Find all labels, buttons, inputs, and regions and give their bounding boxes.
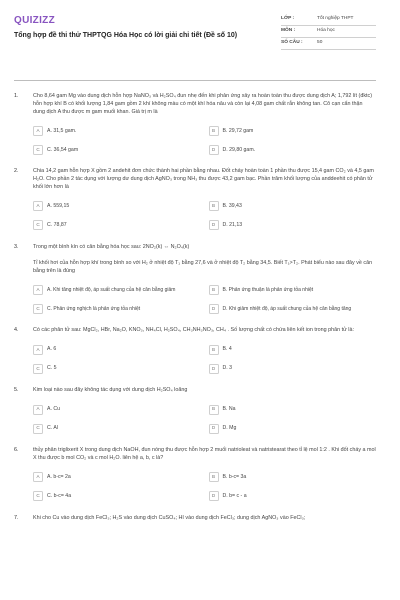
question-7 (14, 515, 376, 523)
option-letter-badge: D (209, 491, 219, 501)
meta-label: SỐ CÂU : (281, 40, 303, 46)
question-3 (14, 244, 376, 315)
option-letter-badge: A (33, 472, 43, 482)
meta-value: Hóa học (317, 28, 335, 34)
option-text: A. 6 (47, 346, 57, 353)
option-d[interactable] (209, 422, 377, 435)
option-b[interactable] (209, 343, 377, 356)
options-grid (33, 403, 376, 435)
option-a[interactable] (33, 283, 201, 296)
option-text: A. Cu (47, 406, 60, 413)
option-text: D. 29,80 gam. (222, 146, 256, 153)
option-letter-badge: C (33, 220, 43, 230)
option-letter-badge: A (33, 405, 43, 415)
option-letter-badge: B (209, 285, 219, 295)
meta-value: Tốt nghiệp THPT (317, 16, 354, 22)
option-text: B. b-c= 3a (222, 473, 247, 480)
option-text: C. 36,54 gam (47, 146, 79, 153)
option-a[interactable] (33, 471, 201, 484)
option-letter-badge: D (209, 145, 219, 155)
option-letter-badge: D (209, 220, 219, 230)
option-letter-badge: A (33, 126, 43, 136)
question-text: thủy phân triglixerit X trong dung dịch NaOH, đun nóng thu được hỗn hợp 2 muối natrioleat và natristearat theo tỉ lệ mol 1:2 . Khi đốt cháy a mol X thu được b mol CO₂ và c mol H₂O. liên hệ a, b, c là? (33, 447, 376, 461)
option-b[interactable] (209, 403, 377, 416)
option-letter-badge: D (209, 424, 219, 434)
question-body (33, 244, 376, 315)
option-b[interactable] (209, 124, 377, 137)
option-text: D. Mg (222, 425, 237, 432)
option-text: C. 5 (47, 365, 57, 372)
option-letter-badge: A (33, 285, 43, 295)
option-b[interactable] (209, 200, 377, 213)
option-d[interactable] (209, 362, 377, 375)
option-b[interactable] (209, 283, 377, 296)
meta-row-subject (281, 26, 376, 38)
option-letter-badge: B (209, 345, 219, 355)
meta-label: LỚP : (281, 16, 295, 22)
option-letter-badge: C (33, 304, 43, 314)
question-body (33, 387, 376, 435)
option-text: B. 29,72 gam (222, 127, 254, 134)
option-c[interactable] (33, 490, 201, 503)
header-divider (14, 80, 376, 81)
option-text: B. Na (222, 406, 236, 413)
options-grid (33, 124, 376, 156)
question-text: Kim loại nào sau đây không tác dụng với dung dịch H₂SO₄ loãng (33, 387, 188, 394)
option-d[interactable] (209, 219, 377, 232)
question-text: Cho 8,64 gam Mg vào dung dịch hỗn hợp NaNO₃ và H₂SO₄ đun nhẹ đến khi phản ứng xảy ra hoàn toàn thu được dung dịch A; 1,792 lít (đktc) hỗn hợp khí B có khối lượng 1,84 gam gồm 2 khí không màu có một khí hóa nâu và còn lại 4,08 gam chất rắn không tan. Cô cạn cẩn thận dung dịch A thu được m gam muối khan. Giá trị m là (33, 93, 373, 115)
option-c[interactable] (33, 143, 201, 156)
question-4 (14, 327, 376, 375)
question-number: 6. (14, 447, 19, 454)
option-c[interactable] (33, 219, 201, 232)
option-letter-badge: B (209, 126, 219, 136)
meta-table (281, 14, 376, 66)
option-text: C. 78,87 (47, 222, 67, 229)
meta-value: 50 (317, 40, 323, 46)
options-grid (33, 471, 376, 503)
question-1 (14, 93, 376, 156)
option-text: C. b-c= 4a (47, 492, 72, 499)
question-number: 7. (14, 514, 19, 521)
worksheet-header (14, 14, 376, 66)
option-letter-badge: C (33, 491, 43, 501)
option-letter-badge: B (209, 201, 219, 211)
question-number: 5. (14, 387, 19, 394)
option-d[interactable] (209, 302, 377, 315)
option-text: A. 31,5 gam. (47, 127, 77, 134)
question-body (33, 168, 376, 231)
document-title: Tổng hợp đề thi thử THPTQG Hóa Học có lời giải chi tiết (Đề số 10) (14, 32, 238, 39)
question-body (33, 447, 376, 503)
option-letter-badge: A (33, 201, 43, 211)
meta-row-count (281, 38, 376, 50)
options-grid (33, 200, 376, 232)
option-text: B. Phản ứng thuận là phản ứng tỏa nhiệt (222, 286, 314, 293)
question-6 (14, 447, 376, 503)
option-d[interactable] (209, 490, 377, 503)
option-text: A. Khi tăng nhiệt độ, áp suất chung của hệ cân bằng giảm (47, 286, 176, 293)
option-d[interactable] (209, 143, 377, 156)
option-a[interactable] (33, 124, 201, 137)
question-body (33, 515, 376, 523)
question-number: 4. (14, 327, 19, 334)
option-letter-badge: B (209, 405, 219, 415)
question-body (33, 93, 376, 156)
option-a[interactable] (33, 200, 201, 213)
question-text: Trong một bình kín có cân bằng hóa học sau: 2NO₂(k) ⇔ N₂O₄(k) (33, 243, 190, 250)
question-body (33, 327, 376, 375)
option-text: D. 21,13 (222, 222, 243, 229)
option-text: B. 4 (222, 346, 232, 353)
meta-label: MÔN : (281, 28, 296, 34)
option-letter-badge: C (33, 424, 43, 434)
question-number: 1. (14, 93, 19, 99)
option-letter-badge: C (33, 145, 43, 155)
option-a[interactable] (33, 403, 201, 416)
question-text-continued: Tỉ khối hơi của hỗn hợp khí trong bình so với H₂ ở nhiệt độ T₁ bằng 27,6 và ở nhiệt độ T₂ bằng 34,5. Biết T₁>T₂. Phát biểu nào sau đây về cân bằng trên là đúng (33, 259, 373, 274)
option-a[interactable] (33, 343, 201, 356)
option-letter-badge: A (33, 345, 43, 355)
header-left (14, 14, 281, 66)
question-number: 2. (14, 168, 19, 175)
option-text: B. 39,43 (222, 203, 242, 210)
meta-row-class (281, 14, 376, 26)
question-text: Chia 14,2 gam hỗn hợp X gồm 2 andehit đơn chức thành hai phần bằng nhau. Đốt cháy hoàn toàn 1 phần thu được 15,4 gam CO₂ và 4,5 gam H₂O. Cho phần 2 tác dụng với lượng dư dung dịch AgNO₃ trong NH₃ thu được 43,2 gam bạc. Phần trăm khối lượng của anddeehit có phân tử khối lớn hơn là (33, 168, 374, 191)
question-text: Khi cho Cu vào dung dịch FeCl₃; H₂S vào dung dịch CuSO₄; HI vào dung dịch FeCl₃; dung dịch AgNO₃ vào FeCl₃; (33, 514, 306, 521)
option-text: D. 3 (222, 365, 233, 372)
option-b[interactable] (209, 471, 377, 484)
option-text: D. Khi giảm nhiệt độ, áp suất chung của hệ cân bằng tăng (222, 305, 352, 312)
option-letter-badge: C (33, 364, 43, 374)
option-text: C. Phản ứng nghịch là phản ứng tỏa nhiệt (47, 305, 141, 312)
options-grid (33, 283, 376, 315)
question-2 (14, 168, 376, 231)
option-text: D. b= c - a (222, 492, 247, 499)
question-number: 3. (14, 243, 19, 250)
option-c[interactable] (33, 302, 201, 315)
option-text: A. b-c= 2a (47, 473, 71, 480)
options-grid (33, 343, 376, 375)
option-text: A. 559,15 (47, 203, 70, 210)
question-5 (14, 387, 376, 435)
option-text: C. Al (47, 425, 58, 432)
option-c[interactable] (33, 422, 201, 435)
quizizz-logo: QUIZIZZ (14, 15, 55, 26)
question-text: Có các phân tử sau: MgCl₂, HBr, Na₂O, KNO₃, NH₄Cl, H₂SO₄, CH₃NH₃NO₃, CH₄ . Số lượng chất có chứa liên kết ion trong phân tử là: (33, 327, 354, 334)
option-letter-badge: D (209, 364, 219, 374)
option-letter-badge: D (209, 304, 219, 314)
option-c[interactable] (33, 362, 201, 375)
option-letter-badge: B (209, 472, 219, 482)
